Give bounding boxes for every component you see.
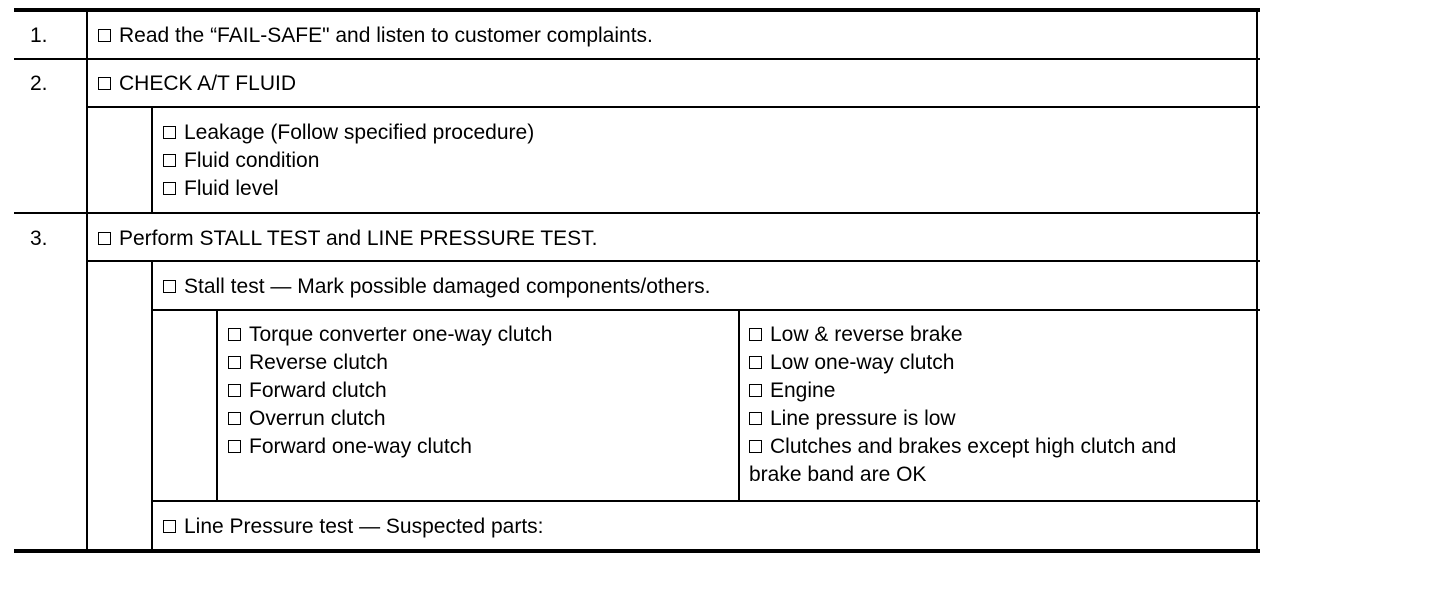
checkbox[interactable] bbox=[98, 29, 111, 42]
step-3-item bbox=[98, 225, 598, 253]
row-divider-2 bbox=[14, 212, 1260, 214]
row-divider-2-sub bbox=[88, 106, 1260, 108]
line-pressure-label: Line Pressure test — Suspected parts: bbox=[184, 515, 544, 538]
stall-test-item bbox=[163, 273, 710, 301]
checkbox[interactable] bbox=[163, 182, 176, 195]
checkbox[interactable] bbox=[228, 440, 241, 453]
number-column-border bbox=[86, 8, 88, 553]
row-divider-stall bbox=[152, 309, 1260, 311]
list-item: Reverse clutch bbox=[228, 349, 553, 377]
list-item: Leakage (Follow specified procedure) bbox=[163, 119, 534, 147]
indent-border-step3 bbox=[151, 260, 153, 551]
stall-column-divider bbox=[738, 309, 740, 502]
checkbox[interactable] bbox=[749, 412, 762, 425]
checkbox[interactable] bbox=[98, 77, 111, 90]
checkbox[interactable] bbox=[98, 232, 111, 245]
list-item: Forward clutch bbox=[228, 377, 553, 405]
list-item: Low one-way clutch bbox=[749, 349, 1176, 377]
checkbox[interactable] bbox=[228, 356, 241, 369]
stall-right-checklist bbox=[749, 321, 1176, 489]
line-pressure-item bbox=[163, 513, 544, 541]
list-item: Clutches and brakes except high clutch and bbox=[749, 433, 1176, 461]
list-item: Overrun clutch bbox=[228, 405, 553, 433]
step-1-item bbox=[98, 22, 653, 50]
checkbox[interactable] bbox=[163, 126, 176, 139]
table-bottom-border bbox=[14, 549, 1260, 553]
list-item: Fluid level bbox=[163, 175, 534, 203]
step-1-label: Read the “FAIL-SAFE" and listen to customer complaints. bbox=[119, 24, 653, 47]
checkbox[interactable] bbox=[749, 328, 762, 341]
step-3-number: 3. bbox=[30, 227, 48, 250]
row-divider-3-sub bbox=[88, 260, 1260, 262]
indent-border-step2 bbox=[151, 106, 153, 214]
list-item: Torque converter one-way clutch bbox=[228, 321, 553, 349]
fluid-checklist bbox=[163, 119, 534, 203]
row-divider-line-pressure bbox=[152, 500, 1260, 502]
list-item: Line pressure is low bbox=[749, 405, 1176, 433]
list-item: Engine bbox=[749, 377, 1176, 405]
step-2-item bbox=[98, 70, 296, 98]
checkbox[interactable] bbox=[228, 328, 241, 341]
checkbox[interactable] bbox=[163, 154, 176, 167]
list-item-continuation: brake band are OK bbox=[749, 463, 927, 486]
step-1-number: 1. bbox=[30, 24, 48, 47]
checkbox[interactable] bbox=[228, 384, 241, 397]
list-item: Low & reverse brake bbox=[749, 321, 1176, 349]
checkbox[interactable] bbox=[163, 520, 176, 533]
step-2-label: CHECK A/T FLUID bbox=[119, 72, 296, 95]
stall-test-label: Stall test — Mark possible damaged components/others. bbox=[184, 275, 711, 298]
checkbox[interactable] bbox=[749, 356, 762, 369]
stall-left-checklist bbox=[228, 321, 553, 461]
checkbox[interactable] bbox=[163, 280, 176, 293]
list-item: Fluid condition bbox=[163, 147, 534, 175]
row-divider-1 bbox=[14, 58, 1260, 60]
checkbox[interactable] bbox=[749, 384, 762, 397]
step-2-number: 2. bbox=[30, 72, 48, 95]
checkbox[interactable] bbox=[228, 412, 241, 425]
step-3-label: Perform STALL TEST and LINE PRESSURE TEST. bbox=[119, 227, 598, 250]
table-top-border bbox=[14, 8, 1260, 12]
list-item: Forward one-way clutch bbox=[228, 433, 553, 461]
stall-indent-border bbox=[216, 309, 218, 502]
checkbox[interactable] bbox=[749, 440, 762, 453]
table-right-border bbox=[1256, 8, 1258, 553]
